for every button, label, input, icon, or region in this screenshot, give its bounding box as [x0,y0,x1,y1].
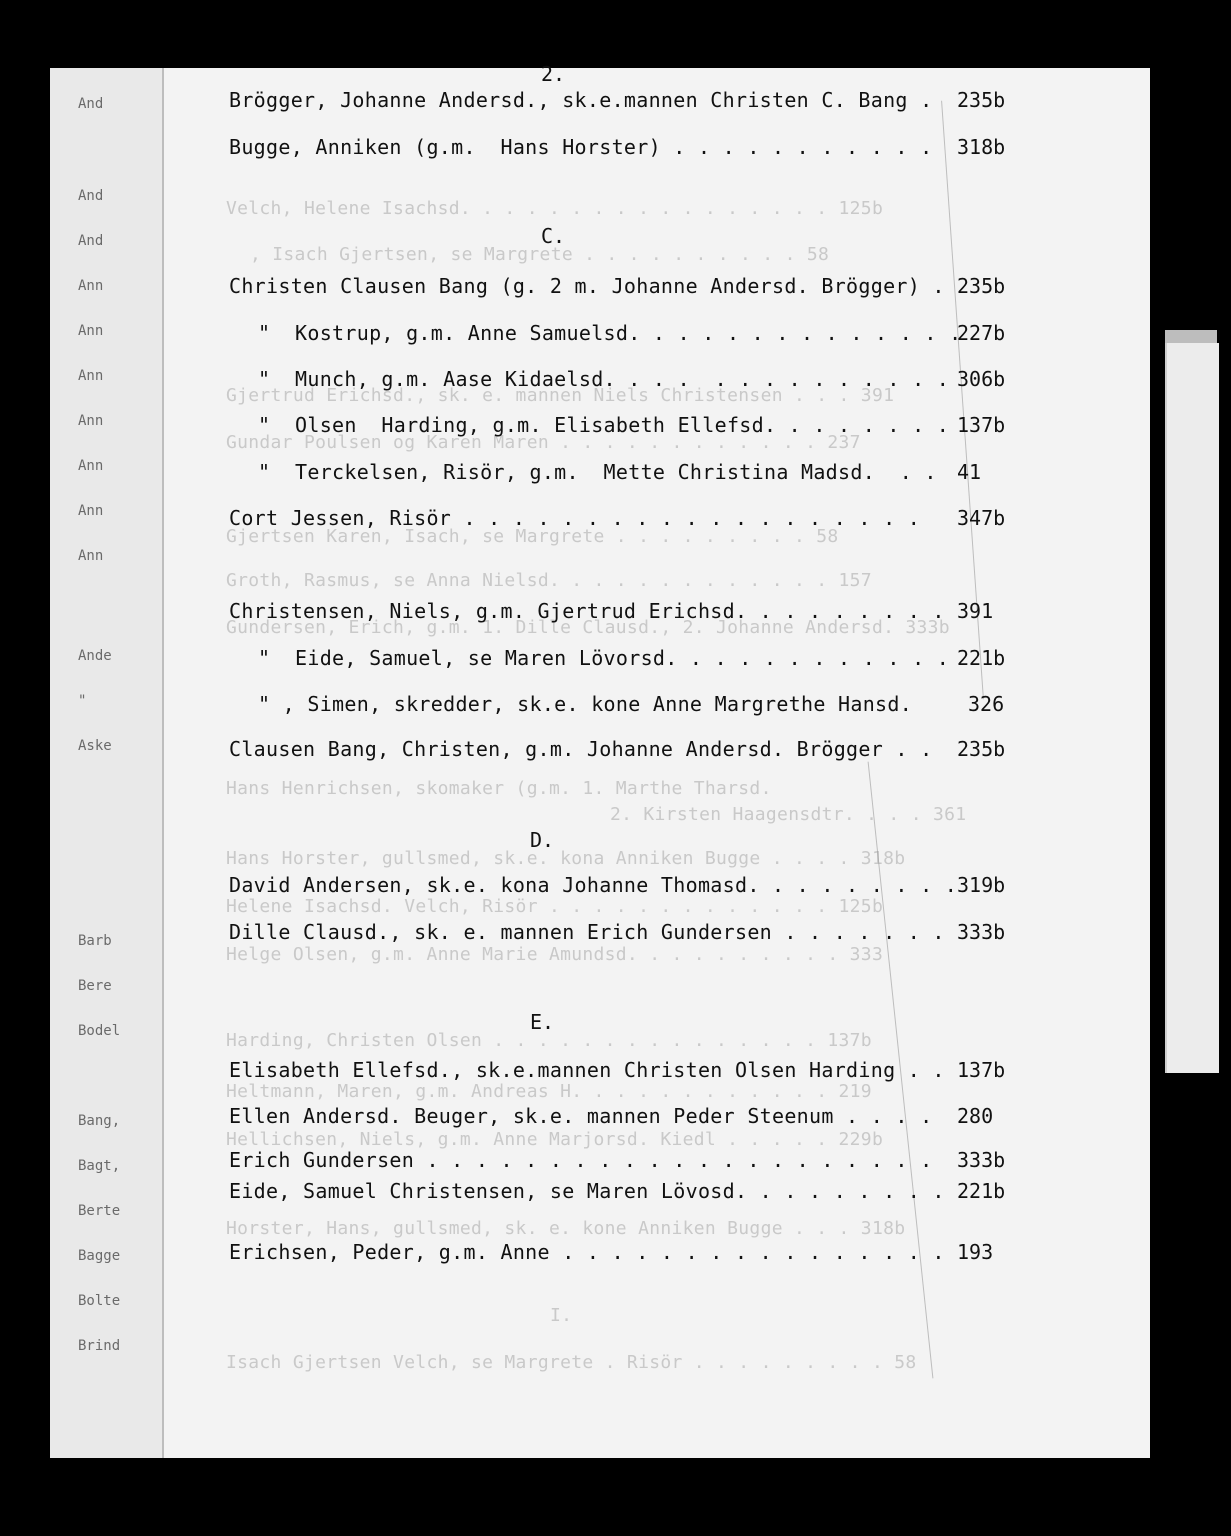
page-reference: 137b [957,413,1006,437]
page-reference: 306b [957,367,1006,391]
index-entry: " Olsen Harding, g.m. Elisabeth Ellefsd. . . . . . . . [258,413,950,437]
left-stub: And [78,96,104,112]
right-page-tab [1165,343,1219,1073]
index-entry: Erich Gundersen . . . . . . . . . . . . . . . . . . . . . [229,1148,933,1172]
index-entry: " , Simen, skredder, sk.e. kone Anne Margrethe Hansd. [258,692,913,716]
page-number: 2. [541,62,566,86]
index-entry: Ellen Andersd. Beuger, sk.e. mannen Peder Steenum . . . . [229,1104,933,1128]
bleed-through-line: Gundersen, Erich, g.m. 1. Dille Clausd., 2. Johanne Andersd. 333b [226,617,950,638]
page-reference: 333b [957,920,1006,944]
bleed-through-line: Gjertrud Erichsd., sk. e. mannen Niels Christensen . . . 391 [226,385,895,406]
left-stub: Aske [78,738,112,754]
page-reference: 41 [957,460,982,484]
bleed-through-line: Hans Henrichsen, skomaker (g.m. 1. Marthe Tharsd. [226,778,772,799]
index-entry: " Kostrup, g.m. Anne Samuelsd. . . . . . . . . . . . . . [258,321,962,345]
page-reference: 347b [957,506,1006,530]
page-reference: 235b [957,274,1006,298]
page-reference: 235b [957,88,1006,112]
page-reference: 221b [957,646,1006,670]
bleed-through-line: I. [550,1305,573,1326]
page-reference: 221b [957,1179,1006,1203]
section-heading-e: E. [530,1010,555,1034]
index-entry: Elisabeth Ellefsd., sk.e.mannen Christen Olsen Harding . . [229,1058,945,1082]
index-entry: Cort Jessen, Risör . . . . . . . . . . . . . . . . . . . [229,506,921,530]
left-stub: Ann [78,548,104,564]
bleed-through-line: 2. Kirsten Haagensdtr. . . . 361 [610,804,967,825]
left-stub: Ann [78,368,104,384]
section-heading-d: D. [530,828,555,852]
bleed-through-line: Isach Gjertsen Velch, se Margrete . Risör . . . . . . . . . 58 [226,1352,917,1373]
left-stub: Ann [78,503,104,519]
left-stub: And [78,233,104,249]
bleed-through-line: Heltmann, Maren, g.m. Andreas H. . . . . . . . . . . . 219 [226,1081,872,1102]
left-stub: Ann [78,323,104,339]
bleed-through-line: Groth, Rasmus, se Anna Nielsd. . . . . . . . . . . . . 157 [226,570,872,591]
bleed-through-line: Gjertsen Karen, Isach, se Margrete . . . . . . . . . 58 [226,526,839,547]
index-entry: " Munch, g.m. Aase Kidaelsd. . . . . . . . . . . . . . [258,367,950,391]
page-reference: 280 [957,1104,994,1128]
left-stub: Ann [78,278,104,294]
left-stub: Bagt, [78,1158,121,1174]
left-stub: Berte [78,1203,121,1219]
index-entry: Christen Clausen Bang (g. 2 m. Johanne Andersd. Brögger) . [229,274,945,298]
left-stub: Bang, [78,1113,121,1129]
page-reference: 235b [957,737,1006,761]
index-entry: Brögger, Johanne Andersd., sk.e.mannen Christen C. Bang . [229,88,933,112]
bleed-through-line: Helge Olsen, g.m. Anne Marie Amundsd. . . . . . . . . . 333 [226,944,884,965]
bleed-through-line: Gundar Poulsen og Karen Maren . . . . . . . . . . . . 237 [226,432,861,453]
right-tab-edge [1165,330,1217,344]
index-entry: Christensen, Niels, g.m. Gjertrud Erichsd. . . . . . . . . [229,599,945,623]
index-entry: Erichsen, Peder, g.m. Anne . . . . . . . . . . . . . . . . [229,1240,945,1264]
index-entry: " Eide, Samuel, se Maren Lövorsd. . . . . . . . . . . . [258,646,950,670]
page-reference: 318b [957,135,1006,159]
index-entry: " Terckelsen, Risör, g.m. Mette Christina Madsd. . . [258,460,937,484]
page-reference: 137b [957,1058,1006,1082]
bleed-through-line: Horster, Hans, gullsmed, sk. e. kone Anniken Bugge . . . 318b [226,1218,906,1239]
left-stub: Bolte [78,1293,121,1309]
bleed-through-line: Hellichsen, Niels, g.m. Anne Marjorsd. Kiedl . . . . . 229b [226,1129,884,1150]
left-stub: " [78,693,87,709]
bleed-through-line: Harding, Christen Olsen . . . . . . . . . . . . . . . 137b [226,1030,872,1051]
left-stub: Bere [78,978,112,994]
index-entry: Clausen Bang, Christen, g.m. Johanne Andersd. Brögger . . [229,737,933,761]
left-stub: Barb [78,933,112,949]
left-stub: And [78,188,104,204]
bleed-through-line: Velch, Helene Isachsd. . . . . . . . . . . . . . . . . 125b [226,198,884,219]
left-stub: Bodel [78,1023,121,1039]
page-reference: 227b [957,321,1006,345]
index-entry: David Andersen, sk.e. kona Johanne Thomasd. . . . . . . . . [229,873,958,897]
index-entry: Dille Clausd., sk. e. mannen Erich Gundersen . . . . . . . [229,920,945,944]
left-stub: Ande [78,648,112,664]
index-entry: Eide, Samuel Christensen, se Maren Lövosd. . . . . . . . . [229,1179,945,1203]
page-reference: 193 [957,1240,994,1264]
page-reference: 391 [957,599,994,623]
section-heading-c: C. [541,224,566,248]
left-stub: Ann [78,458,104,474]
left-facing-page [50,68,165,1458]
page-reference: 319b [957,873,1006,897]
left-stub: Bagge [78,1248,121,1264]
bleed-through-line: Helene Isachsd. Velch, Risör . . . . . . . . . . . . . 125b [226,896,884,917]
left-stub: Ann [78,413,104,429]
page-reference: 333b [957,1148,1006,1172]
index-entry: Bugge, Anniken (g.m. Hans Horster) . . . . . . . . . . . [229,135,933,159]
left-stub: Brind [78,1338,121,1354]
bleed-through-line: , Isach Gjertsen, se Margrete . . . . . . . . . . 58 [250,244,830,265]
page-reference: 326 [968,692,1005,716]
bleed-through-line: Hans Horster, gullsmed, sk.e. kona Anniken Bugge . . . . 318b [226,848,906,869]
